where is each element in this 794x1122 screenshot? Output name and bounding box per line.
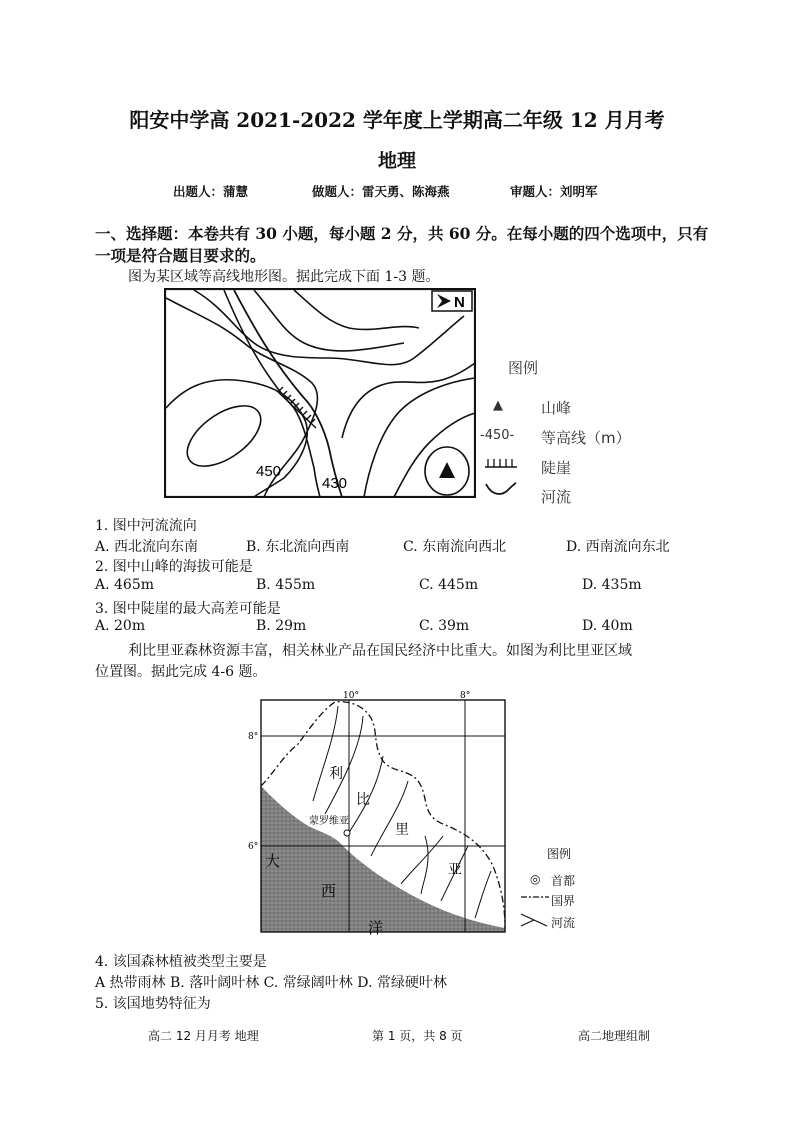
group2-intro-line1: 利比里亚森林资源丰富，相关林业产品在国民经济中比重大。如图为利比里亚区域: [128, 643, 632, 659]
liberia-map: [243, 686, 523, 946]
contour-map-svg: [164, 288, 476, 498]
section-heading-line1: 一、选择题：本卷共有 30 小题，每小题 2 分，共 60 分。在每小题的四个选项中，只有: [95, 224, 709, 243]
legend-cliff-icon: [484, 455, 518, 469]
footer-left: 高二 12 月月考 地理: [148, 1029, 259, 1043]
legend-title-2: 图例: [547, 847, 572, 861]
q1-stem: 1. 图中河流流向: [95, 518, 197, 534]
group2-intro-line2: 位置图。据此完成 4-6 题。: [95, 664, 267, 680]
q3-option-a: A. 20m: [95, 618, 146, 634]
lat-8: 8°: [248, 732, 259, 742]
q4-options: A 热带雨林 B. 落叶阔叶林 C. 常绿阔叶林 D. 常绿硬叶林: [95, 975, 447, 991]
legend-river-icon-2: [520, 912, 548, 928]
q3-stem: 3. 图中陡崖的最大高差可能是: [95, 601, 281, 617]
country-char-4: 亚: [448, 862, 462, 878]
capital-label: 蒙罗维亚: [309, 816, 349, 827]
q4-stem: 4. 该国森林植被类型主要是: [95, 954, 267, 970]
north-arrow-box: [432, 291, 472, 311]
country-char-3: 里: [395, 822, 409, 838]
ocean-char-3: 洋: [368, 919, 384, 937]
legend-river-label-2: 河流: [551, 916, 576, 930]
q2-option-c: C. 445m: [419, 577, 479, 593]
q1-option-b: B. 东北流向西南: [246, 539, 350, 555]
q1-option-d: D. 西南流向东北: [566, 539, 670, 555]
legend-peak-label: 山峰: [541, 399, 572, 417]
legend-border-label: 国界: [551, 894, 576, 908]
q5-stem: 5. 该国地势特征为: [95, 996, 211, 1012]
legend-border-icon: [520, 893, 550, 901]
ocean-char-1: 大: [265, 852, 281, 870]
question-setter: 出题人：蒲慧: [173, 184, 249, 199]
section-heading-line2: 一项是符合题目要求的。: [95, 246, 266, 265]
question-reviewer: 审题人：刘明军: [510, 184, 598, 199]
q3-option-b: B. 29m: [256, 618, 307, 634]
legend-capital-icon: ◎: [530, 872, 541, 886]
legend-contour-label: 等高线（m）: [541, 429, 631, 447]
lon-10: 10°: [343, 691, 359, 701]
capital-icon: [344, 830, 350, 836]
q2-stem: 2. 图中山峰的海拔可能是: [95, 559, 253, 575]
q2-option-a: A. 465m: [95, 577, 155, 593]
country-char-2: 比: [356, 792, 370, 808]
legend-river-label: 河流: [541, 488, 572, 506]
lon-8: 8°: [460, 691, 471, 701]
legend-cliff-label: 陡崖: [541, 459, 572, 477]
contour-label-430: 430: [322, 475, 348, 492]
lat-6: 6°: [248, 842, 259, 852]
legend-peak-icon: ▲: [493, 398, 503, 413]
q3-option-c: C. 39m: [419, 618, 470, 634]
exam-title: 阳安中学高 2021-2022 学年度上学期高二年级 12 月月考: [129, 108, 665, 132]
footer-right: 高二地理组制: [578, 1029, 651, 1043]
subject-title: 地理: [377, 150, 416, 172]
north-label: N: [454, 294, 465, 311]
legend-contour-icon: -450-: [480, 428, 515, 443]
q1-option-c: C. 东南流向西北: [403, 539, 507, 555]
q2-option-b: B. 455m: [256, 577, 316, 593]
liberia-map-svg: [243, 686, 523, 946]
ocean-char-2: 西: [321, 882, 337, 900]
legend-capital-label: 首都: [551, 874, 576, 888]
country-char-1: 利: [329, 766, 343, 782]
q3-option-d: D. 40m: [582, 618, 633, 634]
footer-page: 第 1 页，共 8 页: [372, 1029, 463, 1043]
group1-intro: 图为某区域等高线地形图。据此完成下面 1-3 题。: [128, 269, 440, 285]
q1-option-a: A. 西北流向东南: [95, 539, 199, 555]
question-maker: 做题人：雷天勇、陈海燕: [312, 184, 450, 199]
contour-label-450: 450: [256, 463, 282, 480]
q2-option-d: D. 435m: [582, 577, 642, 593]
legend-title-1: 图例: [508, 359, 539, 377]
contour-map: [164, 288, 476, 498]
legend-river-icon: [484, 480, 518, 498]
